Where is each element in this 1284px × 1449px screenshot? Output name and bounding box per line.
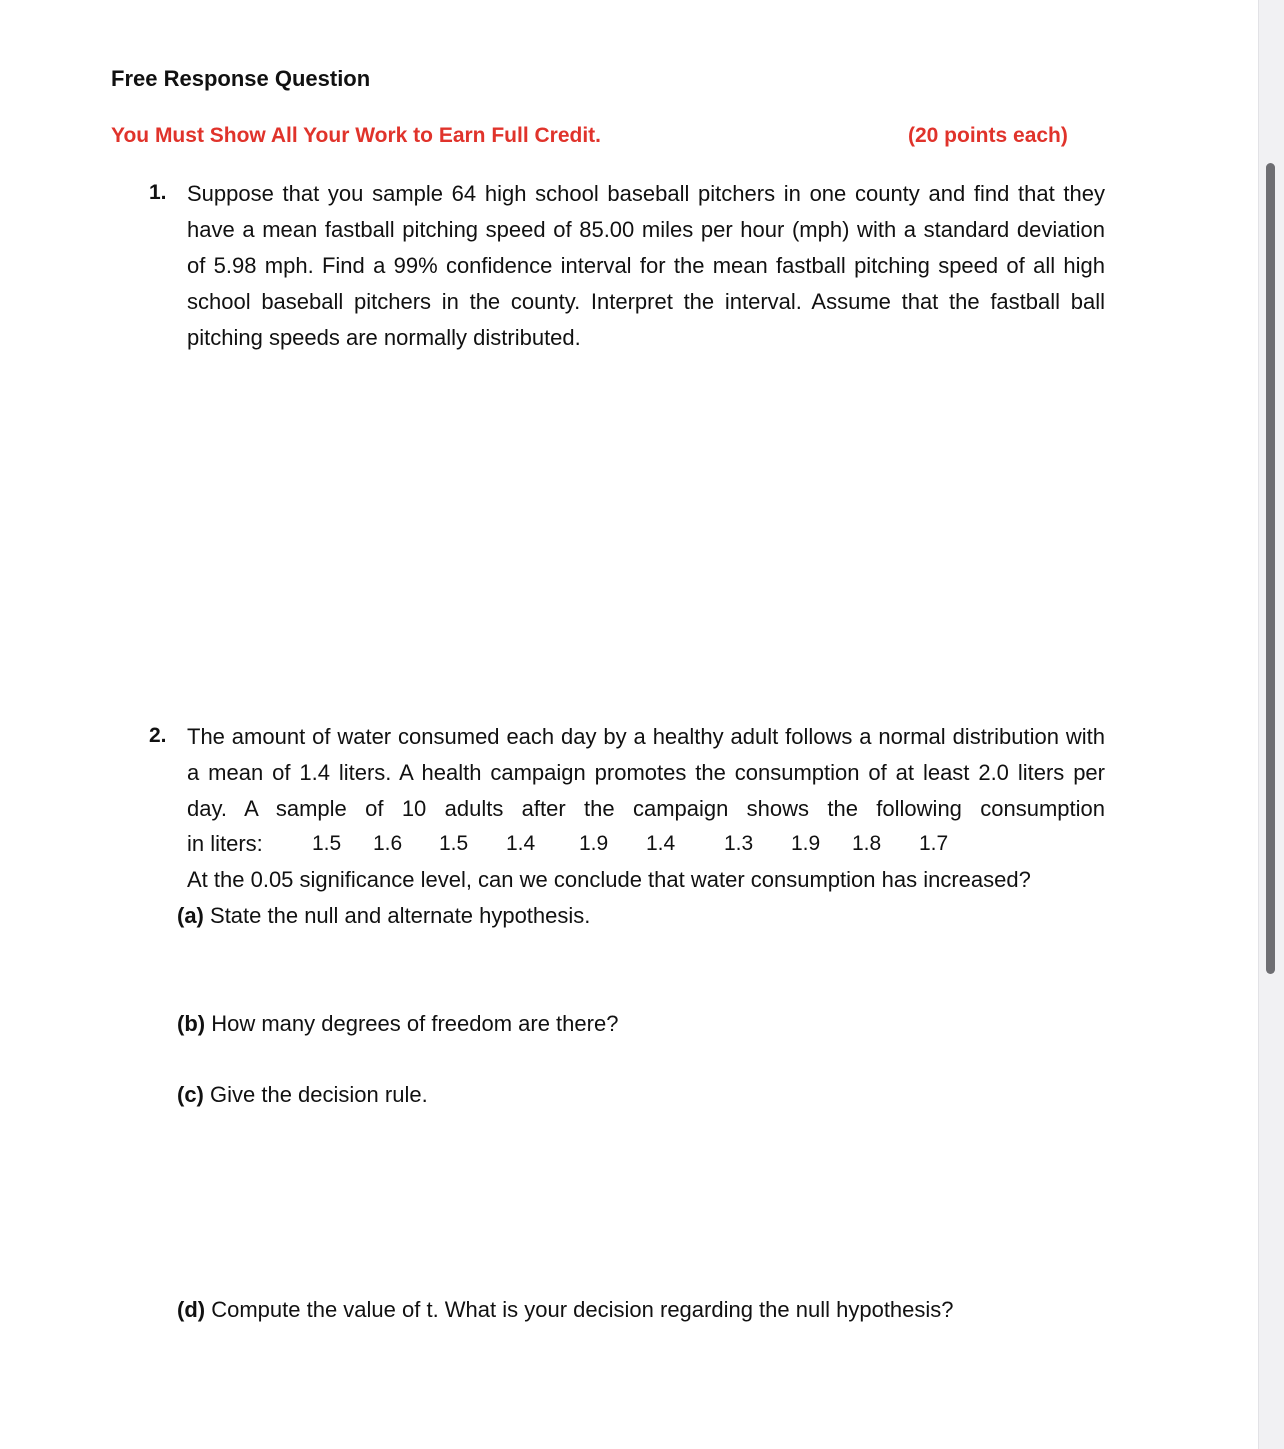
part-d-text: Compute the value of t. What is your decision regarding the null hypothesis? — [211, 1297, 954, 1322]
data-value: 1.9 — [579, 832, 609, 855]
data-value: 1.3 — [724, 832, 754, 855]
part-c-label: (c) — [177, 1082, 204, 1107]
data-value: 1.8 — [852, 832, 882, 855]
data-value: 1.6 — [373, 832, 403, 855]
part-d — [177, 1297, 954, 1323]
scrollbar-thumb[interactable] — [1266, 163, 1275, 974]
page-heading: Free Response Question — [111, 66, 371, 91]
part-b — [177, 1011, 618, 1037]
part-b-text: How many degrees of freedom are there? — [211, 1011, 619, 1036]
part-c — [177, 1082, 428, 1108]
part-a-text: State the null and alternate hypothesis. — [210, 903, 591, 928]
data-label: in liters: — [187, 831, 263, 856]
question-2-text: The amount of water consumed each day by a healthy adult follows a normal distribution with a mean of 1.4 liters. A health campaign promotes the consumption of at least 2.0 liters per day. A sample of 10 adults after the campaign shows the following consumption — [187, 724, 1105, 821]
question-2-prompt: At the 0.05 significance level, can we conclude that water consumption has increased? — [187, 867, 1031, 892]
work-instruction: You Must Show All Your Work to Earn Full Credit. — [111, 124, 602, 147]
data-value: 1.4 — [646, 832, 676, 855]
data-value: 1.5 — [312, 832, 342, 855]
part-a-label: (a) — [177, 903, 204, 928]
data-value: 1.9 — [791, 832, 821, 855]
question-1-text: Suppose that you sample 64 high school baseball pitchers in one county and find that they have a mean fastball pitching speed of 85.00 miles per hour (mph) with a standard deviation of 5.98 mph. Find a 99% confidence interval for the mean fastball pitching speed of all high school baseball pitchers in the county. Interpret the interval. Assume that the fastball ball pitching speeds are normally distributed. — [187, 181, 1105, 350]
data-value: 1.7 — [919, 832, 949, 855]
part-c-text: Give the decision rule. — [210, 1082, 428, 1107]
points-note: (20 points each) — [908, 124, 1068, 147]
part-b-label: (b) — [177, 1011, 206, 1036]
part-d-label: (d) — [177, 1297, 206, 1322]
data-value: 1.4 — [506, 832, 536, 855]
part-a — [177, 903, 590, 929]
question-1-number: 1. — [149, 181, 167, 204]
question-2-number: 2. — [149, 724, 167, 747]
data-value: 1.5 — [439, 832, 469, 855]
